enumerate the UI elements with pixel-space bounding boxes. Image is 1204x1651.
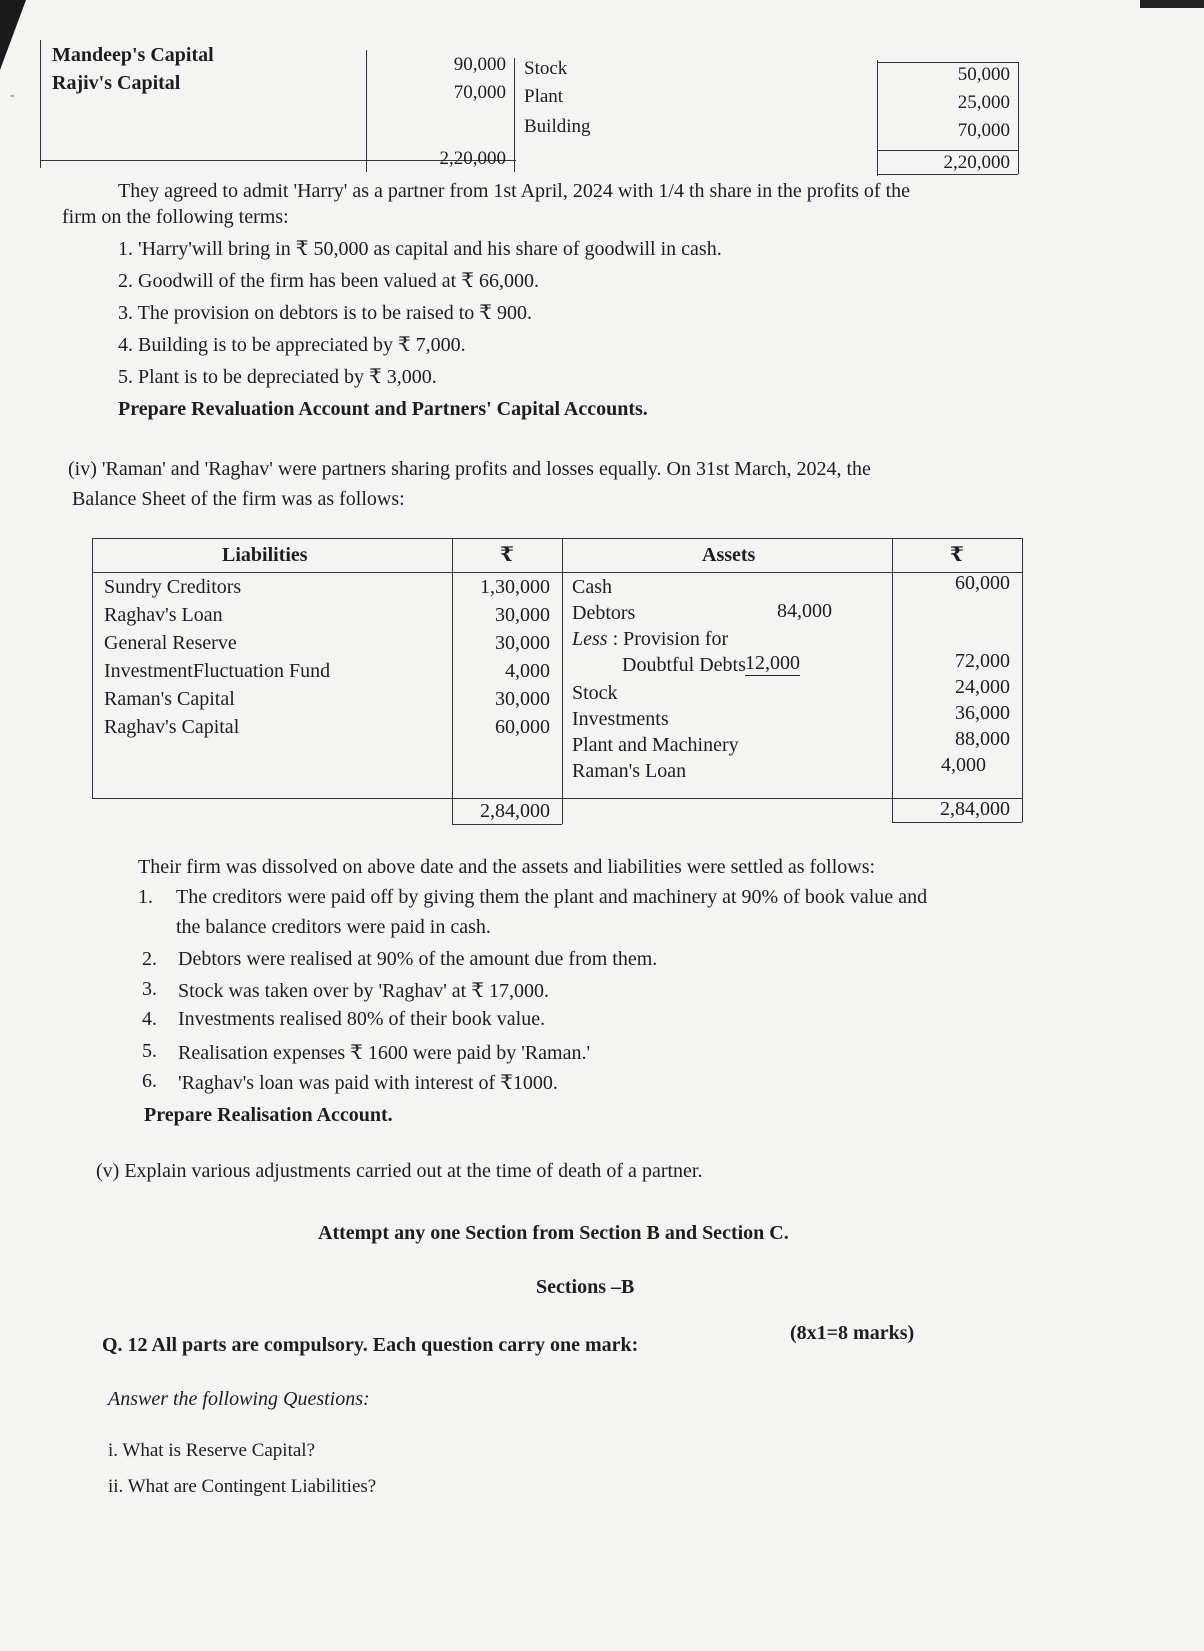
settle-text: Investments realised 80% of their book value. — [178, 1008, 546, 1030]
asset-name: Plant — [524, 86, 564, 107]
provision-text: : Provision for — [612, 628, 729, 650]
admission-instruction: Prepare Revaluation Account and Partners' Capital Accounts. — [118, 398, 648, 420]
liability-name: Sundry Creditors — [104, 576, 242, 598]
settle-text: Stock was taken over by 'Raghav' at ₹ 17,000. — [178, 980, 549, 1002]
less-word: Less — [572, 628, 608, 650]
asset-total: 2,84,000 — [940, 798, 1010, 820]
table-divider — [514, 58, 515, 172]
liability-name: Raghav's Capital — [104, 716, 240, 738]
asset-amount: 70,000 — [957, 120, 1010, 141]
table-rule — [877, 62, 1018, 63]
settle-number: 4. — [142, 1008, 157, 1030]
dissolution-balance-sheet — [92, 538, 1022, 828]
table-rule — [452, 824, 562, 825]
asset-amount: 60,000 — [955, 572, 1010, 594]
header-rupee: ₹ — [500, 544, 514, 566]
section-heading: Sections –B — [536, 1276, 635, 1298]
asset-name: Raman's Loan — [572, 760, 687, 782]
asset-name: Stock — [524, 58, 568, 79]
header-rupee: ₹ — [950, 544, 964, 566]
table-border — [1018, 62, 1019, 174]
asset-name: Stock — [572, 682, 618, 704]
liability-name: General Reserve — [104, 632, 237, 654]
table-rule — [877, 174, 1018, 175]
term-item: 3. The provision on debtors is to be raised to ₹ 900. — [118, 302, 532, 324]
table-rule — [877, 150, 1018, 151]
table-rule — [92, 572, 1022, 573]
asset-amount: 88,000 — [955, 728, 1010, 750]
table-rule — [92, 538, 1022, 539]
table-border — [1022, 538, 1023, 822]
table-divider — [562, 538, 563, 824]
settle-intro: Their firm was dissolved on above date and the assets and liabilities were settled as follows: — [138, 856, 876, 878]
settle-text: Realisation expenses ₹ 1600 were paid by 'Raman.' — [178, 1042, 591, 1064]
q4-intro: (iv) 'Raman' and 'Raghav' were partners sharing profits and losses equally. On 31st March, 2024, the — [68, 458, 871, 480]
scan-shadow — [0, 0, 26, 70]
asset-name: Debtors — [572, 602, 636, 624]
liability-amount: 70,000 — [453, 82, 506, 103]
term-item: 2. Goodwill of the firm has been valued at ₹ 66,000. — [118, 270, 539, 292]
table-divider — [877, 60, 878, 176]
admission-intro-cont: firm on the following terms: — [62, 206, 289, 228]
asset-total: 2,20,000 — [943, 152, 1010, 173]
answer-heading: Answer the following Questions: — [108, 1388, 370, 1410]
liability-amount: 30,000 — [495, 632, 550, 654]
asset-name: Plant and Machinery — [572, 734, 739, 756]
table-divider — [892, 538, 893, 822]
asset-amount: 50,000 — [957, 64, 1010, 85]
q12-marks: (8x1=8 marks) — [790, 1322, 915, 1344]
settle-number: 5. — [142, 1040, 157, 1062]
liability-name: Mandeep's Capital — [52, 44, 214, 66]
liability-amount: 1,30,000 — [480, 576, 550, 598]
doubtful-debts-amount: 12,000 — [745, 652, 800, 674]
liability-amount: 30,000 — [495, 604, 550, 626]
debtors-gross-amount: 84,000 — [777, 600, 832, 622]
liability-total: 2,20,000 — [439, 148, 506, 169]
q4-intro-cont: Balance Sheet of the firm was as follows: — [72, 488, 405, 510]
table-divider — [452, 538, 453, 824]
term-item: 4. Building is to be appreciated by ₹ 7,000. — [118, 334, 466, 356]
asset-amount: 36,000 — [955, 702, 1010, 724]
header-liabilities: Liabilities — [222, 544, 308, 566]
liability-amount: 30,000 — [495, 688, 550, 710]
question-item: ii. What are Contingent Liabilities? — [108, 1476, 377, 1497]
table-divider — [366, 50, 367, 172]
provision-label — [572, 628, 728, 651]
asset-amount: 24,000 — [955, 676, 1010, 698]
net-debtors-amount: 72,000 — [955, 650, 1010, 672]
question-item: i. What is Reserve Capital? — [108, 1440, 316, 1461]
liability-name: Rajiv's Capital — [52, 72, 181, 94]
table-border — [92, 538, 93, 798]
asset-amount: 4,000 — [941, 754, 986, 776]
liability-name: Raman's Capital — [104, 688, 235, 710]
table-rule — [892, 822, 1022, 823]
table-border — [40, 40, 41, 168]
settle-number: 2. — [142, 948, 157, 970]
settle-text: 'Raghav's loan was paid with interest of ₹1000. — [178, 1072, 558, 1094]
settle-text: Debtors were realised at 90% of the amount due from them. — [178, 948, 658, 970]
q12-text: Q. 12 All parts are compulsory. Each question carry one mark: — [102, 1334, 639, 1356]
settle-number: 3. — [142, 978, 157, 1000]
table-rule — [92, 798, 1022, 799]
liability-amount: 4,000 — [505, 660, 550, 682]
liability-name: Raghav's Loan — [104, 604, 223, 626]
scan-dash: - — [10, 88, 15, 103]
liability-amount: 60,000 — [495, 716, 550, 738]
scan-edge-mark — [1140, 0, 1204, 8]
doubtful-debts-label: Doubtful Debts — [622, 654, 746, 676]
term-item: 5. Plant is to be depreciated by ₹ 3,000. — [118, 366, 437, 388]
admission-intro: They agreed to admit 'Harry' as a partner from 1st April, 2024 with 1/4 th share in the profits of the — [118, 180, 911, 202]
attempt-instruction: Attempt any one Section from Section B and Section C. — [318, 1222, 789, 1244]
realisation-instruction: Prepare Realisation Account. — [144, 1104, 393, 1126]
liability-total: 2,84,000 — [480, 800, 550, 822]
settle-number: 6. — [142, 1070, 157, 1092]
settle-text-cont: the balance creditors were paid in cash. — [176, 916, 491, 938]
header-assets: Assets — [702, 544, 756, 566]
liability-amount: 90,000 — [453, 54, 506, 75]
asset-name: Cash — [572, 576, 612, 598]
asset-amount: 25,000 — [957, 92, 1010, 113]
settle-number: 1. — [138, 886, 153, 908]
q5-text: (v) Explain various adjustments carried out at the time of death of a partner. — [96, 1160, 703, 1182]
liability-name: InvestmentFluctuation Fund — [104, 660, 331, 682]
settle-text: The creditors were paid off by giving them the plant and machinery at 90% of book value and — [176, 886, 928, 908]
asset-name: Building — [524, 116, 591, 137]
term-item: 1. 'Harry'will bring in ₹ 50,000 as capital and his share of goodwill in cash. — [118, 238, 722, 260]
asset-name: Investments — [572, 708, 669, 730]
